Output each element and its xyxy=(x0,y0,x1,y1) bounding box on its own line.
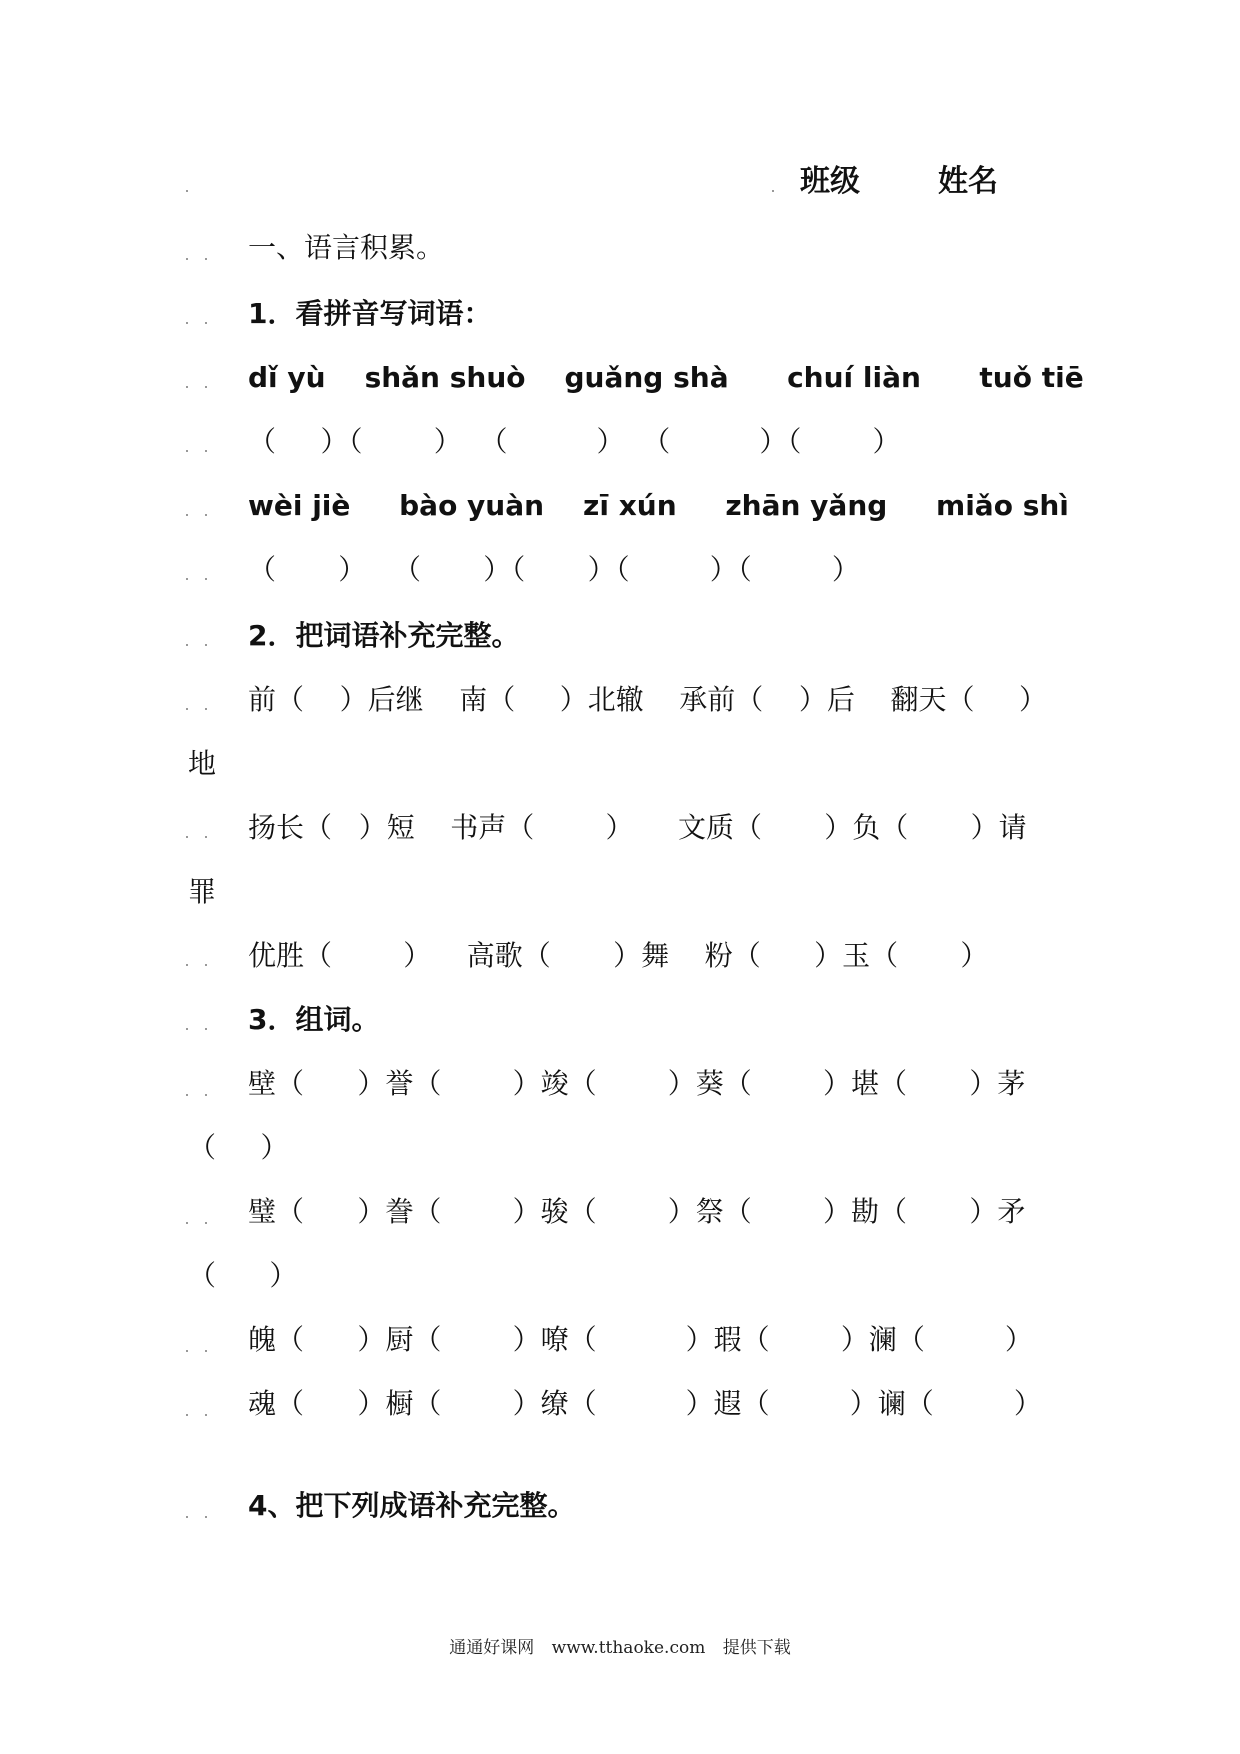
margin-dots xyxy=(186,386,226,390)
name-label: 姓名 xyxy=(938,164,998,199)
margin-dots xyxy=(186,1414,226,1418)
margin-dots xyxy=(186,708,226,712)
page-footer xyxy=(0,1633,1240,1658)
footer-note: 提供下载 xyxy=(722,1638,791,1658)
word-completion-row-1-wrap: 地 xyxy=(188,747,217,780)
footer-url[interactable]: www.tthaoke.com xyxy=(551,1638,706,1658)
margin-dots xyxy=(186,1516,226,1520)
pinyin-row-1: dǐ yù shǎn shuò guǎng shà chuí liàn tuǒ tiē xyxy=(248,361,1084,394)
word-completion-row-3[interactable]: 优胜（ ） 高歌（ ）舞 粉（ ）玉（ ） xyxy=(248,939,989,972)
question-1-title: 1．看拼音写词语： xyxy=(248,297,492,330)
word-formation-row-2[interactable]: 璧（ ）誊（ ）骏（ ）祭（ ）勘（ ）矛 xyxy=(248,1195,1026,1228)
word-formation-row-4[interactable]: 魂（ ）橱（ ）缭（ ）遐（ ）谰（ ） xyxy=(248,1387,1042,1420)
margin-dots xyxy=(186,964,226,968)
answer-blanks-row-1[interactable]: （ ）（ ） （ ） （ ）（ ） xyxy=(248,425,901,458)
margin-dots xyxy=(186,258,226,262)
margin-dots xyxy=(186,514,226,518)
question-2-title: 2．把词语补充完整。 xyxy=(248,619,520,652)
word-formation-row-2-wrap[interactable]: （ ） xyxy=(188,1259,298,1292)
word-formation-row-3[interactable]: 魄（ ）厨（ ）嘹（ ）瑕（ ）澜（ ） xyxy=(248,1323,1033,1356)
margin-dots xyxy=(186,578,226,582)
footer-site-name: 通通好课网 xyxy=(449,1638,535,1658)
margin-dots xyxy=(186,1222,226,1226)
word-formation-row-1-wrap[interactable]: （ ） xyxy=(188,1131,289,1164)
margin-dots xyxy=(186,644,226,648)
section-title: 一、语言积累。 xyxy=(248,231,445,264)
word-completion-row-2-wrap: 罪 xyxy=(188,875,217,908)
question-3-title: 3．组词。 xyxy=(248,1003,380,1036)
margin-dots xyxy=(186,322,226,326)
margin-dots xyxy=(186,190,226,194)
margin-dots xyxy=(186,836,226,840)
margin-dots xyxy=(186,1350,226,1354)
question-4-title: 4、把下列成语补充完整。 xyxy=(248,1489,576,1522)
answer-blanks-row-2[interactable]: （ ） （ ）（ ）（ ）（ ） xyxy=(248,553,860,586)
margin-dots xyxy=(772,190,812,194)
margin-dots xyxy=(186,1094,226,1098)
word-completion-row-1[interactable]: 前（ ）后继 南（ ）北辙 承前（ ）后 翻天（ ） xyxy=(248,683,1048,716)
word-completion-row-2[interactable]: 扬长（ ）短 书声（ ） 文质（ ）负（ ）请 xyxy=(248,811,1027,844)
pinyin-row-2: wèi jiè bào yuàn zī xún zhān yǎng miǎo shì xyxy=(248,489,1069,522)
margin-dots xyxy=(186,450,226,454)
word-formation-row-1[interactable]: 壁（ ）誉（ ）竣（ ）葵（ ）堪（ ）茅 xyxy=(248,1067,1026,1100)
class-label: 班级 xyxy=(800,164,860,199)
margin-dots xyxy=(186,1028,226,1032)
